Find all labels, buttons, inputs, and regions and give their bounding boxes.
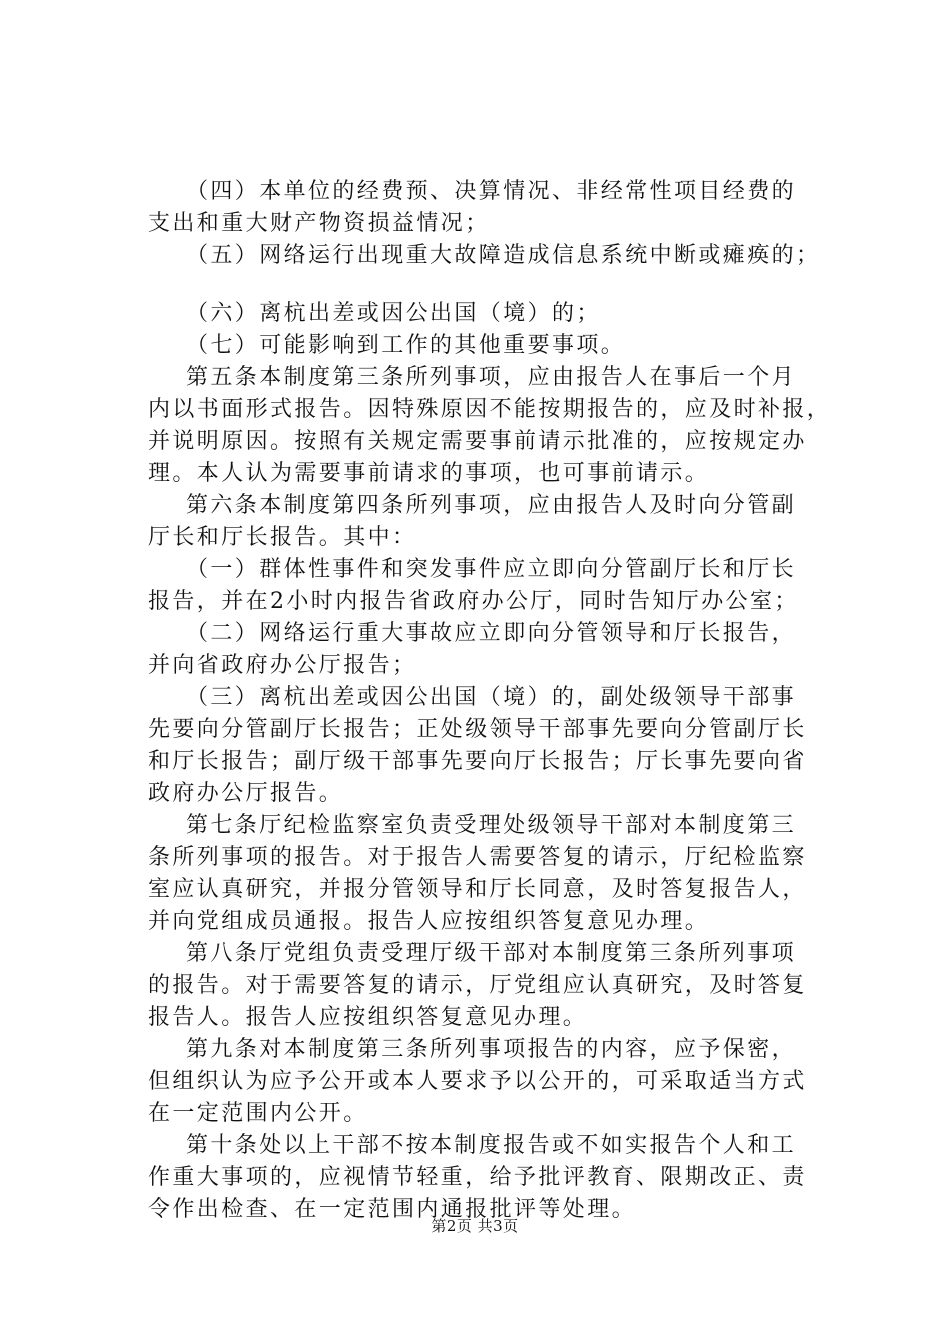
text-line: 和厅长报告；副厅级干部事先要向厅长报告；厅长事先要向省 [148, 749, 807, 774]
text-line: 并向党组成员通报。报告人应按组织答复意见办理。 [148, 909, 710, 934]
text-line: 第八条厅党组负责受理厅级干部对本制度第三条所列事项 [186, 941, 797, 966]
text-line: 令作出检查、在一定范围内通报批评等处理。 [148, 1197, 637, 1222]
document-body [148, 176, 838, 1226]
text-line: （二）网络运行重大事故应立即向分管领导和厅长报告， [186, 621, 797, 646]
text-line: 第七条厅纪检监察室负责受理处级领导干部对本制度第三 [186, 813, 797, 838]
text-line: 第六条本制度第四条所列事项，应由报告人及时向分管副 [186, 493, 797, 518]
text-line: （六）离杭出差或因公出国（境）的； [186, 301, 601, 326]
text-line: 理。本人认为需要事前请求的事项，也可事前请示。 [148, 461, 710, 486]
text-line: 政府办公厅报告。 [148, 781, 344, 806]
text-line: 第九条对本制度第三条所列事项报告的内容，应予保密， [186, 1037, 797, 1062]
page-footer [0, 1216, 950, 1236]
text-line: 第十条处以上干部不按本制度报告或不如实报告个人和工 [186, 1133, 797, 1158]
text-line: （一）群体性事件和突发事件应立即向分管副厅长和厅长 [186, 557, 797, 582]
text-line: 并向省政府办公厅报告； [148, 653, 417, 678]
text-line: （五）网络运行出现重大故障造成信息系统中断或瘫痪的； [186, 243, 821, 268]
text-line: 报告，并在2小时内报告省政府办公厅，同时告知厅办公室； [148, 589, 799, 614]
text-line: 室应认真研究，并报分管领导和厅长同意，及时答复报告人， [148, 877, 807, 902]
text-line: 但组织认为应予公开或本人要求予以公开的，可采取适当方式 [148, 1069, 807, 1094]
text-line: 并说明原因。按照有关规定需要事前请示批准的，应按规定办 [148, 429, 807, 454]
text-line: 报告人。报告人应按组织答复意见办理。 [148, 1005, 588, 1030]
text-line: 条所列事项的报告。对于报告人需要答复的请示，厅纪检监察 [148, 845, 807, 870]
text-line: 作重大事项的，应视情节轻重，给予批评教育、限期改正、责 [148, 1165, 807, 1190]
text-line: 在一定范围内公开。 [148, 1101, 368, 1126]
page-number: 第2页 共3页 [431, 1217, 519, 1235]
blank-gap [148, 272, 838, 298]
text-line: （四）本单位的经费预、决算情况、非经常性项目经费的 [186, 179, 797, 204]
text-line: 支出和重大财产物资损益情况； [148, 211, 490, 236]
text-line: 先要向分管副厅长报告；正处级领导干部事先要向分管副厅长 [148, 717, 807, 742]
text-line: （三）离杭出差或因公出国（境）的，副处级领导干部事 [186, 685, 797, 710]
text-line: 厅长和厅长报告。其中： [148, 525, 417, 550]
text-line: 内以书面形式报告。因特殊原因不能按期报告的，应及时补报， [148, 397, 832, 422]
text-line: 的报告。对于需要答复的请示，厅党组应认真研究，及时答复 [148, 973, 807, 998]
text-line: 第五条本制度第三条所列事项，应由报告人在事后一个月 [186, 365, 797, 390]
text-line: （七）可能影响到工作的其他重要事项。 [186, 333, 626, 358]
